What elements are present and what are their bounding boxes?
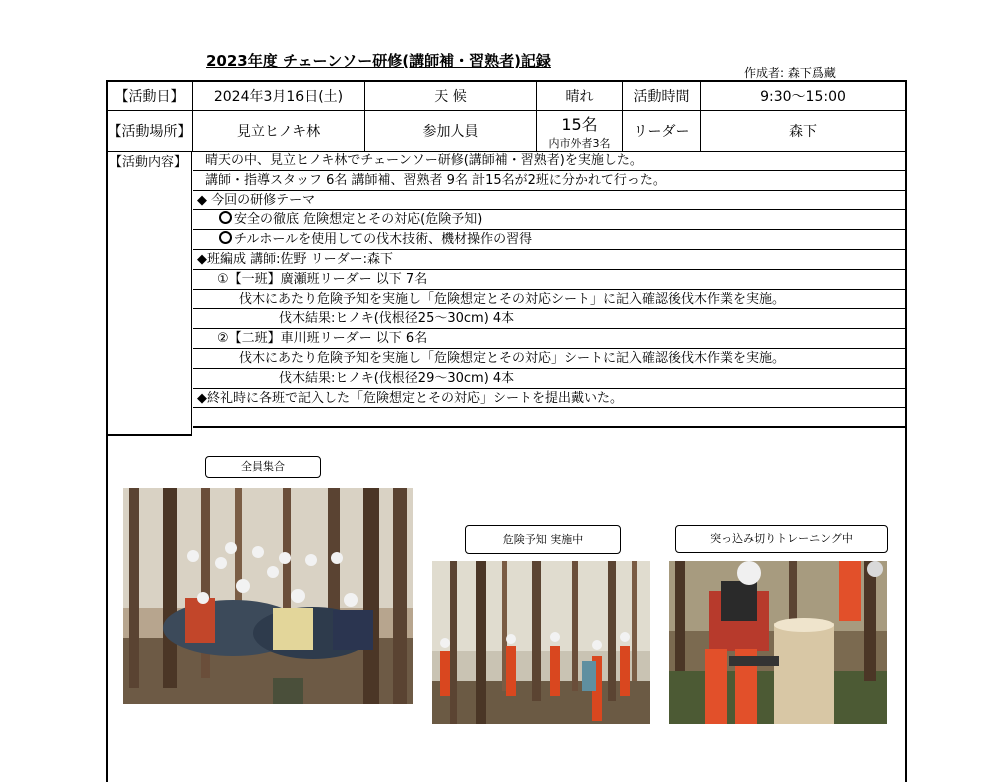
hazard-prediction-image [432,561,650,724]
content-line: 晴天の中、見立ヒノキ林でチェーンソー研修(講師補・習熟者)を実施した。 [193,151,905,171]
content-line-text: 安全の徹底 危険想定とその対応(危険予知) [234,212,483,228]
document-title: 2023年度 チェーンソー研修(講師補・習熟者)記録 [206,52,551,70]
circle-bullet-icon [219,231,232,244]
content-label: 【活動内容】 [106,151,192,436]
content-line-text: チルホールを使用しての伐木技術、機材操作の習得 [234,232,533,248]
caption-hazard-prediction: 危険予知 実施中 [465,525,621,554]
plunge-cut-photo [669,561,887,724]
content-line: ②【二班】車川班リーダー 以下 6名 [193,329,905,349]
participants-note: 内市外者3名 [548,136,611,150]
content-line: ◆ 今回の研修テーマ [193,191,905,211]
plunge-cut-image [669,561,887,724]
place-label: 【活動場所】 [107,111,193,152]
hazard-prediction-photo [432,561,650,724]
content-line: 伐木結果:ヒノキ(伐根径25〜30cm) 4本 [193,309,905,329]
author-line: 作成者: 森下爲藏 [744,66,836,80]
content-line: 伐木にあたり危険予知を実施し「危険想定とその対応」シートに記入確認後伐木作業を実施。 [193,349,905,369]
circle-bullet-icon [219,211,232,224]
content-line: ①【一班】廣瀬班リーダー 以下 7名 [193,270,905,290]
participants-count: 15名 [561,114,598,134]
date-label: 【活動日】 [107,81,193,111]
leader-label: リーダー [623,111,701,152]
content-lines [193,151,905,428]
place-value: 見立ヒノキ林 [193,111,365,152]
content-line: ◆班編成 講師:佐野 リーダー:森下 [193,250,905,270]
participants-label: 参加人員 [365,111,537,152]
group-photo [123,488,413,704]
time-label: 活動時間 [623,81,701,111]
content-line: ◆終礼時に各班で記入した「危険想定とその対応」シートを提出戴いた。 [193,389,905,409]
caption-plunge-cut: 突っ込み切りトレーニング中 [675,525,888,553]
info-table [106,80,906,152]
date-value: 2024年3月16日(土) [193,81,365,111]
content-line-item [193,230,905,250]
participants-cell [537,111,623,152]
content-line [193,408,905,428]
group-photo-image [123,488,413,704]
weather-label: 天 候 [365,81,537,111]
content-line: 伐木結果:ヒノキ(伐根径29〜30cm) 4本 [193,369,905,389]
weather-value: 晴れ [537,81,623,111]
leader-value: 森下 [701,111,906,152]
content-line-item [193,210,905,230]
time-value: 9:30〜15:00 [701,81,906,111]
caption-group-photo: 全員集合 [205,456,321,478]
content-line: 講師・指導スタッフ 6名 講師補、習熟者 9名 計15名が2班に分かれて行った。 [193,171,905,191]
content-line: 伐木にあたり危険予知を実施し「危険想定とその対応シート」に記入確認後伐木作業を実施。 [193,290,905,310]
